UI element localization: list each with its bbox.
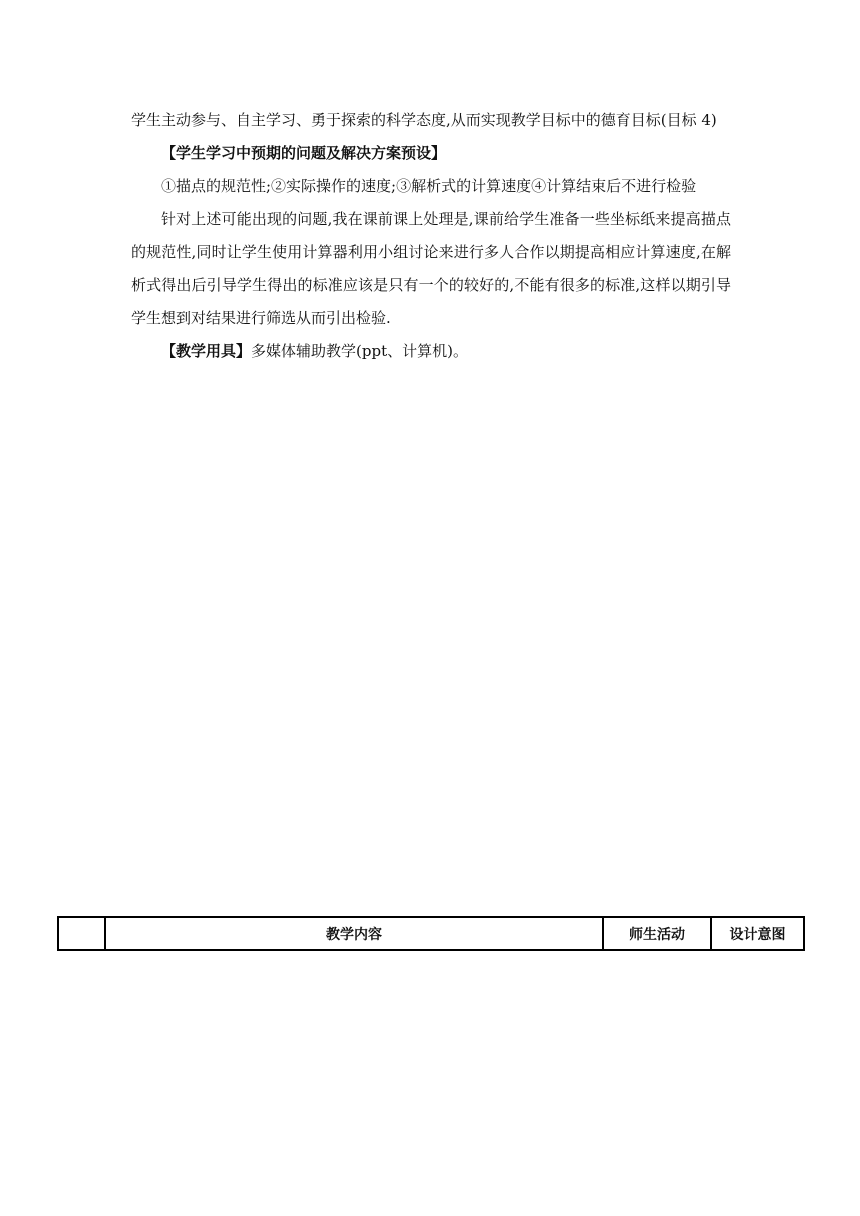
solution-line-3: 析式得出后引导学生得出的标准应该是只有一个的较好的,不能有很多的标准,这样以期引导 — [131, 276, 731, 294]
section-heading-tools: 【教学用具】 — [161, 342, 252, 360]
table-header-activity: 师生活动 — [603, 917, 711, 950]
issues-list: ①描点的规范性;②实际操作的速度;③解析式的计算速度④计算结束后不进行检验 — [161, 177, 697, 195]
solution-line-2: 的规范性,同时让学生使用计算器利用小组讨论来进行多人合作以期提高相应计算速度,在解 — [131, 243, 731, 261]
table-header-content: 教学内容 — [105, 917, 603, 950]
tools-paragraph — [131, 335, 731, 368]
tools-text: 多媒体辅助教学(ppt、计算机)。 — [251, 342, 468, 360]
lesson-plan-table — [57, 916, 805, 951]
solution-line-1: 针对上述可能出现的问题,我在课前课上处理是,课前给学生准备一些坐标纸来提高描点 — [161, 210, 731, 228]
table-header-row — [58, 917, 804, 950]
section-heading-problems: 【学生学习中预期的问题及解决方案预设】 — [161, 144, 447, 162]
table-header-intent: 设计意图 — [711, 917, 804, 950]
table-header-blank — [58, 917, 105, 950]
paragraph-line: 学生主动参与、自主学习、勇于探索的科学态度,从而实现教学目标中的德育目标(目标 4) — [131, 111, 717, 129]
solution-line-4: 学生想到对结果进行筛选从而引出检验. — [131, 309, 391, 327]
document-body — [131, 104, 731, 368]
